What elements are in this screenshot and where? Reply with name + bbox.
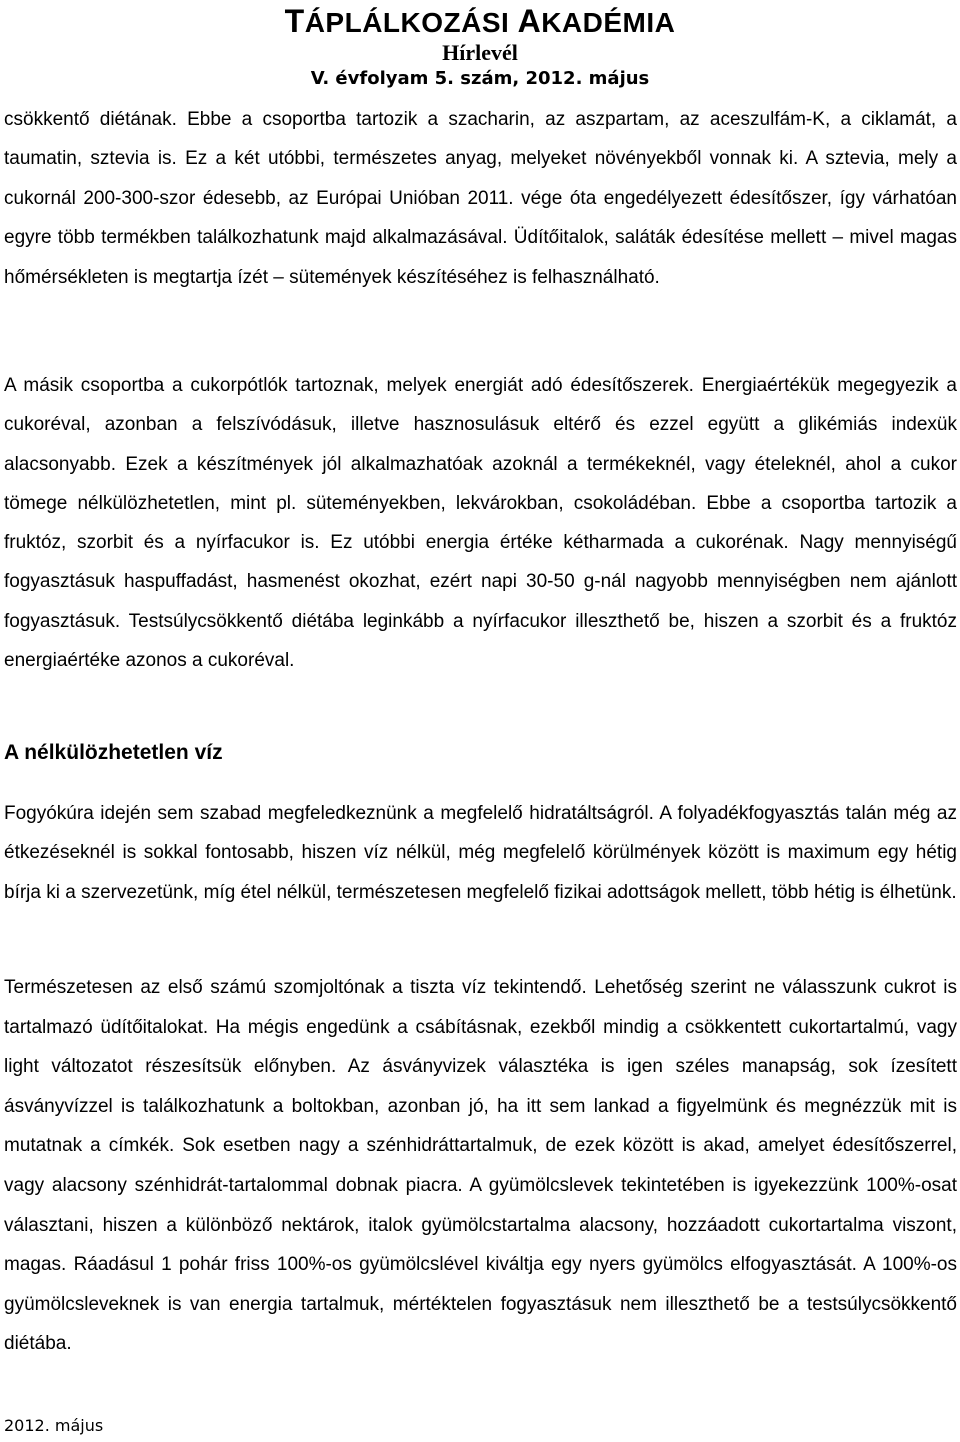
page-footer-date: 2012. május <box>4 1416 104 1435</box>
section-heading-water: A nélkülözhetetlen víz <box>4 741 223 764</box>
paragraph-hydration: Fogyókúra idején sem szabad megfeledkeznünk a megfelelő hidratáltságról. A folyadékfogyasztás talán még az étkezéseknél is sokkal fontosabb, hiszen víz nélkül, még megfelelő körülmények között is maximum egy hétig bírja ki a szervezetünk, míg étel nélkül, természetesen megfelelő fizikai adottságok mellett, több hétig is élhetünk. <box>4 803 957 903</box>
title-word-akademia: KADÉMIA <box>541 7 676 38</box>
paragraph-drinks: Természetesen az első számú szomjoltónak a tiszta víz tekintendő. Lehetőség szerint ne válasszunk cukrot is tartalmazó üdítőitalokat. Ha mégis engedünk a csábításnak, ezekből mindig a csökkentett cukortartalmú, vagy light változatot részesítsük előnyben. Az ásványvizek választéka is igen széles manapság, sok ízesített ásványvízzel is találkozhatunk a boltokban, azonban jó, ha itt sem lankad a figyelmünk és megnézzük mit is mutatnak a címkék. Sok esetben nagy a szénhidráttartalmuk, de ezek között is akad, amelyet édesítőszerrel, vagy alacsony szénhidrát-tartalommal dobnak piacra. A gyümölcslevek tekintetében is igyekezzünk 100%-osat választani, hiszen a különböző nektárok, italok gyümölcstartalma alacsony, hozzáadott cukortartalma viszont, magas. Ráadásul 1 pohár friss 100%-os gyümölcslével kiváltja egy nyers gyümölcs elfogyasztását. A 100%-os gyümölcsleveknek is van energia tartalmuk, mértéktelen fogyasztásuk nem illeszthető be a testsúlycsökkentő diétába. <box>4 977 957 1355</box>
newsletter-title <box>0 4 960 40</box>
issue-info: V. évfolyam 5. szám, 2012. május <box>310 68 650 89</box>
title-initial-t: T <box>284 3 305 39</box>
newsletter-subtitle: Hírlevél <box>442 40 518 65</box>
title-initial-a: A <box>517 3 542 39</box>
paragraph-sugar-substitutes: A másik csoportba a cukorpótlók tartoznak, melyek energiát adó édesítőszerek. Energiaértékük megegyezik a cukoréval, azonban a felszívódásuk, illetve hasznosulásuk eltérő és ezzel együtt a glikémiás indexük alacsonyabb. Ezek a készítmények jól alkalmazhatóak azoknál a termékeknél, vagy ételeknél, ahol a cukor tömege nélkülözhetetlen, mint pl. süteményekben, lekvárokban, csokoládéban. Ebbe a csoportba tartozik a fruktóz, szorbit és a nyírfacukor is. Ez utóbbi energia értéke kétharmada a cukorénak. Nagy mennyiségű fogyasztásuk haspuffadást, hasmenést okozhat, ezért napi 30-50 g-nál nagyobb mennyiségben nem ajánlott fogyasztásuk. Testsúlycsökkentő diétába leginkább a nyírfacukor illeszthető be, hiszen a szorbit és a fruktóz energiaértéke azonos a cukoréval. <box>4 375 957 672</box>
title-word-taplalkozasi: ÁPLÁLKOZÁSI <box>304 7 510 38</box>
paragraph-sweeteners: csökkentő diétának. Ebbe a csoportba tartozik a szacharin, az aszpartam, az aceszulfám-K, a ciklamát, a taumatin, sztevia is. Ez a két utóbbi, természetes anyag, melyeket növényekből vonnak ki. A sztevia, mely a cukornál 200-300-szor édesebb, az Európai Unióban 2011. vége óta engedélyezett édesítőszer, így várhatóan egyre több termékben találkozhatunk majd alkalmazásával. Üdítőitalok, saláták édesítése mellett – mivel magas hőmérsékleten is megtartja ízét – sütemények készítéséhez is felhasználható. <box>4 109 957 288</box>
